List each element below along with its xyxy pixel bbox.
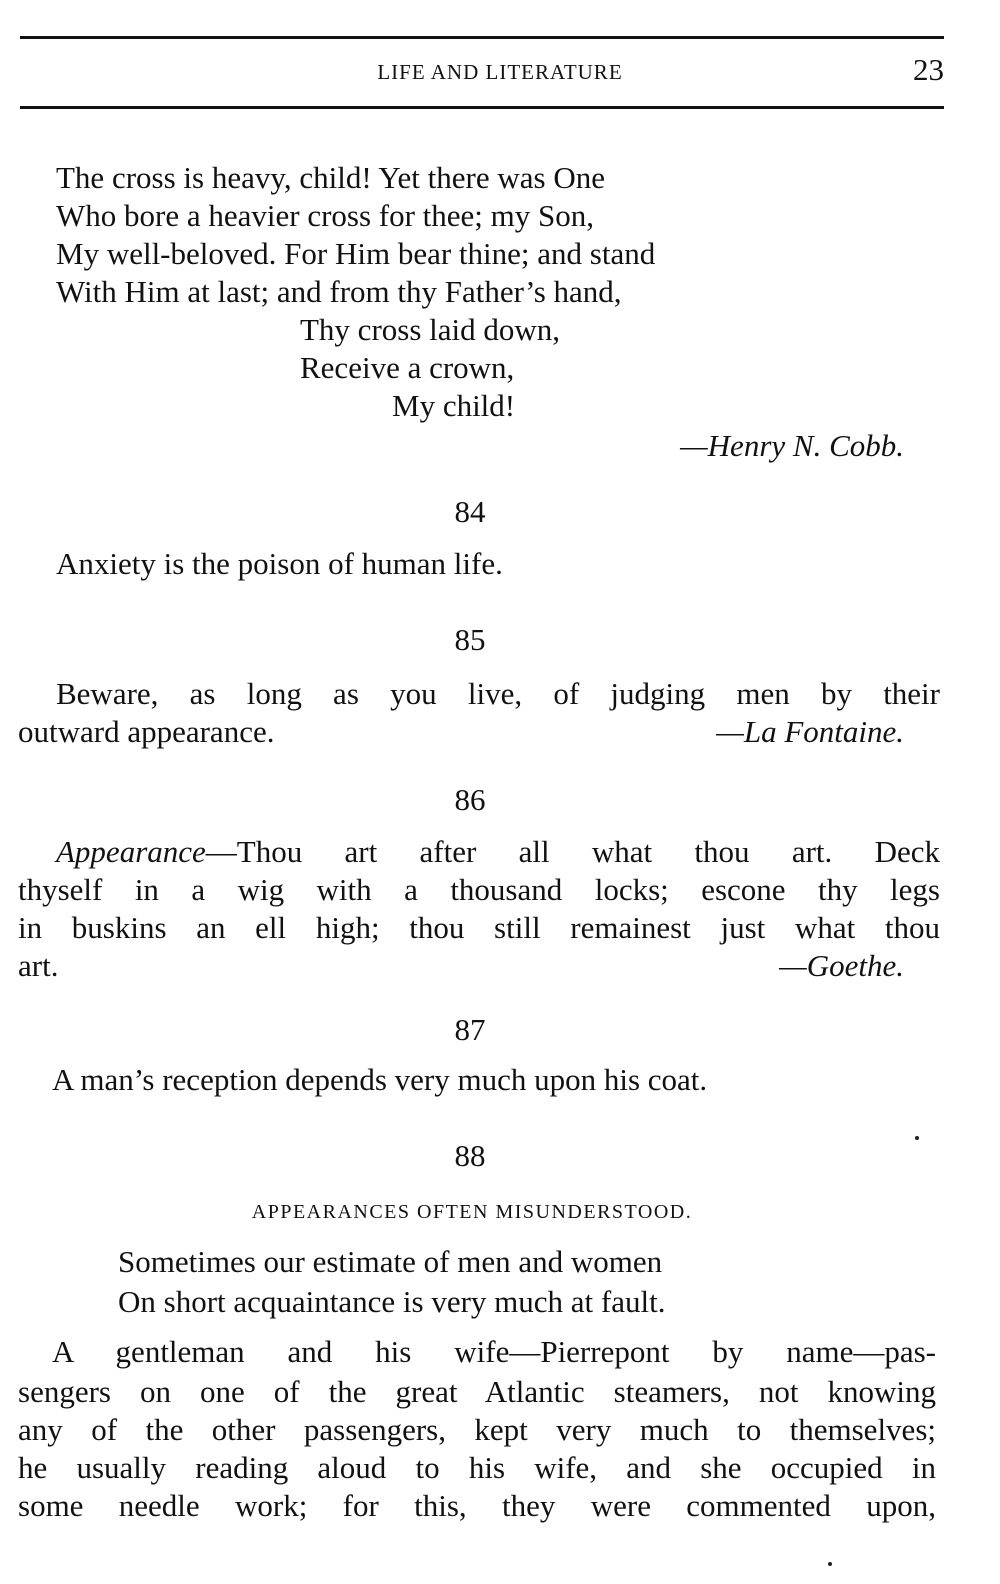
paragraph-line: sengers on one of the great Atlantic steamers, not knowing	[18, 1374, 936, 1409]
entry-text-line	[56, 836, 940, 867]
entry-text-rest: —Thou art after all what thou art. Deck	[205, 834, 940, 869]
header-rule-bottom	[20, 106, 944, 109]
header-rule-top	[20, 36, 944, 39]
entry-text: A man’s reception depends very much upon his coat.	[52, 1062, 708, 1097]
paragraph-line: he usually reading aloud to his wife, and she occupied in	[18, 1450, 936, 1485]
poem-attribution: —Henry N. Cobb.	[680, 428, 904, 463]
entry-number: 87	[454, 1012, 486, 1047]
entry-text: Anxiety is the poison of human life.	[56, 546, 503, 581]
entry-number: 86	[454, 782, 486, 817]
entry-number: 85	[454, 622, 486, 657]
entry-lead-word: Appearance	[56, 834, 206, 869]
entry-text-line: outward appearance.	[18, 714, 275, 749]
paragraph-line: A gentleman and his wife—Pierrepont by name—pas-	[52, 1334, 936, 1369]
entry-number: 84	[454, 494, 486, 529]
section-heading: APPEARANCES OFTEN MISUNDERSTOOD.	[251, 1201, 693, 1223]
verse-line: Sometimes our estimate of men and women	[118, 1244, 663, 1279]
poem-line: Who bore a heavier cross for thee; my Son,	[56, 198, 595, 233]
page-number: 23	[913, 52, 944, 87]
entry-text-line: Beware, as long as you live, of judging men by their	[56, 676, 940, 711]
paragraph-line: some needle work; for this, they were commented upon,	[18, 1488, 936, 1523]
print-speck	[828, 1562, 832, 1566]
entry-number: 88	[454, 1138, 486, 1173]
entry-text-line: in buskins an ell high; thou still remainest just what thou	[18, 910, 940, 945]
running-title: LIFE AND LITERATURE	[377, 60, 623, 84]
poem-line: My well-beloved. For Him bear thine; and stand	[56, 236, 656, 271]
entry-attribution: —Goethe.	[779, 948, 904, 983]
poem-line: With Him at last; and from thy Father’s hand,	[56, 274, 622, 309]
poem-line: Receive a crown,	[300, 350, 515, 385]
entry-text-line: art.	[18, 948, 59, 983]
paragraph-line: any of the other passengers, kept very much to themselves;	[18, 1412, 936, 1447]
poem-line: My child!	[392, 388, 516, 423]
entry-attribution: —La Fontaine.	[716, 714, 904, 749]
poem-line: The cross is heavy, child! Yet there was One	[56, 160, 605, 195]
poem-line: Thy cross laid down,	[300, 312, 561, 347]
entry-text-line: thyself in a wig with a thousand locks; escone thy legs	[18, 872, 940, 907]
verse-line: On short acquaintance is very much at fault.	[118, 1284, 666, 1319]
